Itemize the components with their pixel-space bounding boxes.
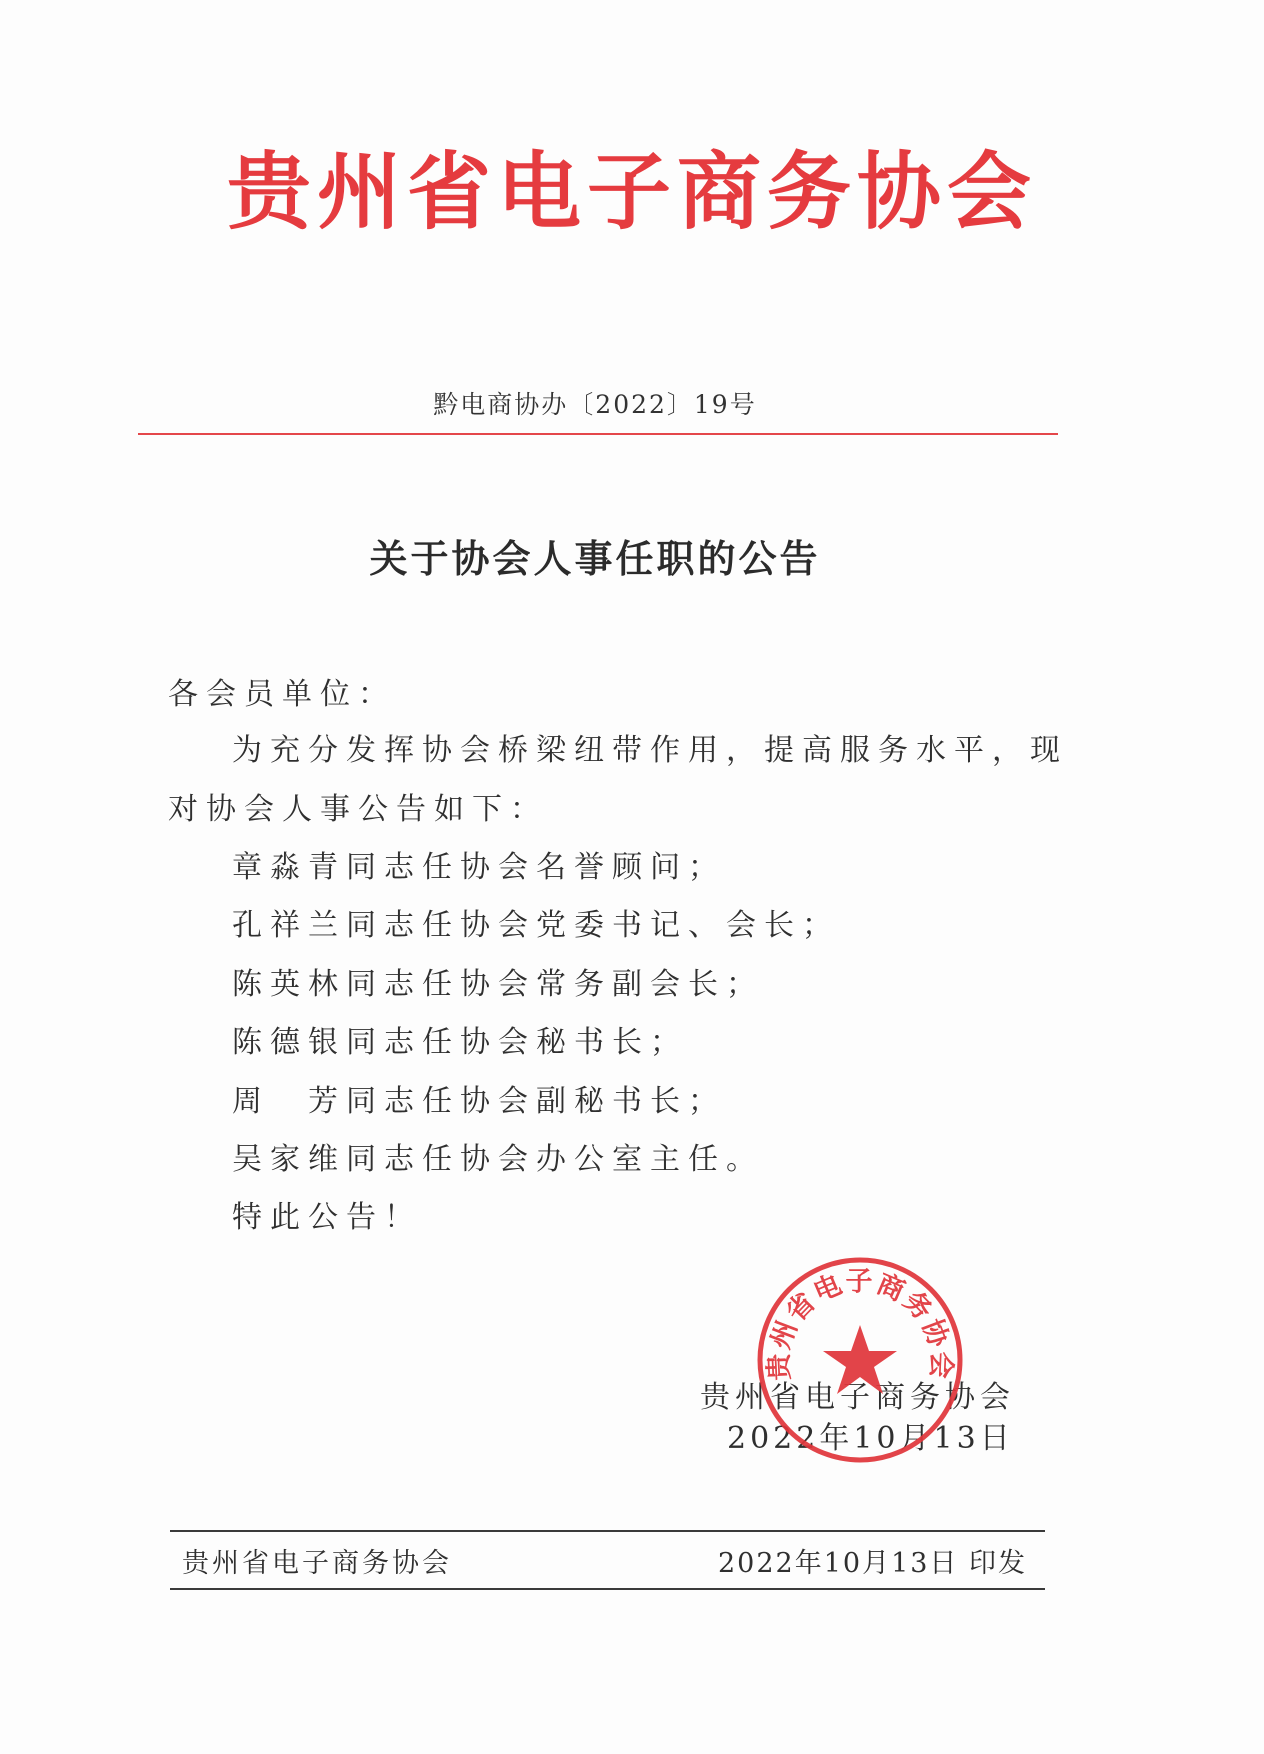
footer-top-rule [170,1530,1045,1532]
document-number: 黔电商协办〔2022〕19号 [433,390,757,419]
salutation: 各会员单位： [168,677,396,712]
footer-issue-date: 2022年10月13日 印发 [718,1548,1028,1579]
header-title: 贵州省电子商务协会 [226,143,1037,241]
signature-organization: 贵州省电子商务协会 [700,1380,1015,1415]
appointment-item: 吴家维同志任协会办公室主任。 [232,1142,764,1177]
seal-text: 贵州省电子商务协会 [763,1266,957,1382]
signature-date: 2022年10月13日 [727,1421,1014,1456]
notice-title: 关于协会人事任职的公告 [369,537,821,581]
appointment-item: 孔祥兰同志任协会党委书记、会长； [232,908,840,943]
official-seal-icon [755,1255,965,1465]
appointment-item: 陈英林同志任协会常务副会长； [232,967,764,1002]
red-divider [138,433,1058,435]
appointment-item: 周 芳同志任协会副秘书长； [232,1084,726,1119]
closing-statement: 特此公告！ [232,1200,422,1235]
appointment-item: 陈德银同志任协会秘书长； [232,1025,688,1060]
paragraph-line-1: 为充分发挥协会桥梁纽带作用，提高服务水平，现 [232,733,1068,768]
paragraph-line-2: 对协会人事公告如下： [168,792,548,827]
appointment-item: 章淼青同志任协会名誉顾问； [232,850,726,885]
footer-organization: 贵州省电子商务协会 [182,1548,452,1579]
footer-bottom-rule [170,1588,1045,1590]
